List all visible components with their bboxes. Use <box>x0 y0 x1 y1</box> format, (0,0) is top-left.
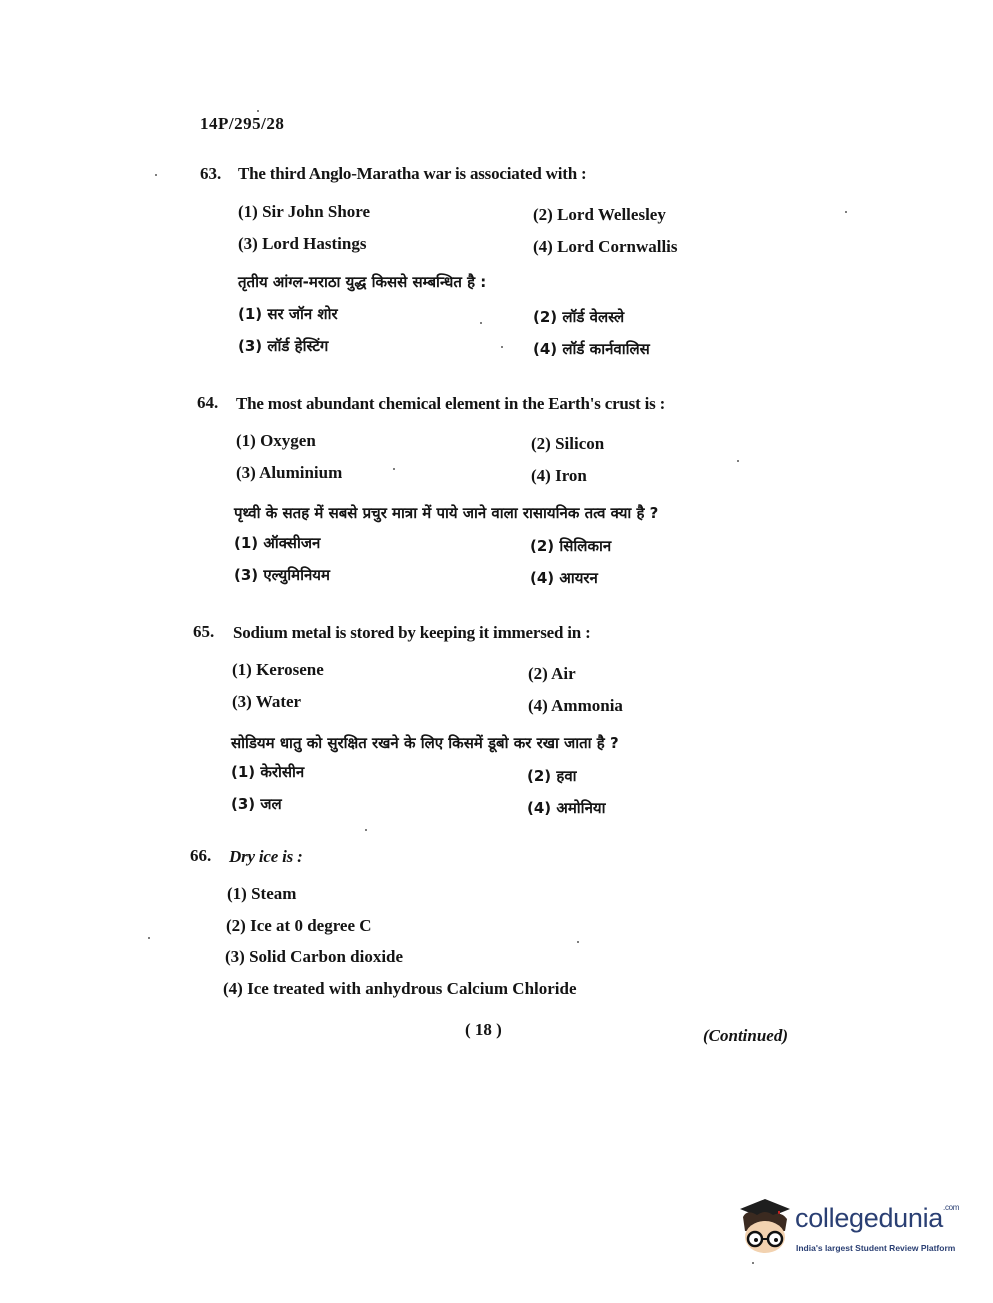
question-65-option-4-en: (4) Ammonia <box>528 696 623 715</box>
question-63-option-1-en: (1) Sir John Shore <box>238 202 371 221</box>
question-64-option-2-hi: (2) सिलिकान <box>530 537 612 555</box>
question-64-option-4-hi: (4) आयरन <box>530 569 598 587</box>
question-65-number: 65. <box>193 622 215 641</box>
question-64-text-en: The most abundant chemical element in the Earth's crust is : <box>236 394 666 413</box>
brand-name-text: collegedunia <box>795 1203 944 1233</box>
question-64-option-2-en: (2) Silicon <box>531 434 605 453</box>
scan-speck <box>365 829 367 831</box>
question-63-option-3-en: (3) Lord Hastings <box>238 234 367 253</box>
question-63-option-3-hi: (3) लॉर्ड हेस्टिंग <box>238 337 329 355</box>
question-63-option-1-hi: (1) सर जॉन शोर <box>238 305 338 323</box>
question-66-option-1-en: (1) Steam <box>227 884 297 903</box>
page-number: ( 18 ) <box>465 1020 502 1039</box>
paper-code: 14P/295/28 <box>200 114 285 133</box>
question-65-option-1-hi: (1) केरोसीन <box>231 763 305 781</box>
question-63-option-4-en: (4) Lord Cornwallis <box>533 237 678 256</box>
scan-speck <box>737 460 739 462</box>
question-63-option-2-en: (2) Lord Wellesley <box>533 205 666 224</box>
question-66-option-3-en: (3) Solid Carbon dioxide <box>225 947 404 966</box>
question-65-option-4-hi: (4) अमोनिया <box>527 799 606 817</box>
continued-label: (Continued) <box>703 1026 789 1045</box>
question-63-number: 63. <box>200 164 222 183</box>
brand-tagline: India's largest Student Review Platform <box>796 1243 956 1253</box>
question-65-text-en: Sodium metal is stored by keeping it immersed in : <box>233 623 591 642</box>
question-64-option-3-en: (3) Aluminium <box>236 463 343 482</box>
question-64-text-hi: पृथ्वी के सतह में सबसे प्रचुर मात्रा में पाये जाने वाला रासायनिक तत्व क्या है ? <box>234 504 659 522</box>
question-63-text-en: The third Anglo-Maratha war is associated with : <box>238 164 587 183</box>
brand-name <box>795 1203 959 1234</box>
question-64-option-4-en: (4) Iron <box>531 466 587 485</box>
question-63-option-4-hi: (4) लॉर्ड कार्नवालिस <box>533 340 650 358</box>
question-66-text-en: Dry ice is : <box>229 847 303 866</box>
question-66-option-4-en: (4) Ice treated with anhydrous Calcium Chloride <box>223 979 577 998</box>
scan-speck <box>148 937 150 939</box>
question-66-number: 66. <box>190 846 212 865</box>
question-65-option-3-hi: (3) जल <box>231 795 282 813</box>
scan-speck <box>480 322 482 324</box>
scan-speck <box>577 941 579 943</box>
question-64-option-1-en: (1) Oxygen <box>236 431 316 450</box>
question-63-option-2-hi: (2) लॉर्ड वेलस्ले <box>533 308 625 326</box>
scan-speck <box>257 110 259 112</box>
question-64-option-1-hi: (1) ऑक्सीजन <box>234 534 321 552</box>
scan-speck <box>155 174 157 176</box>
question-64-number: 64. <box>197 393 219 412</box>
question-65-option-2-hi: (2) हवा <box>527 767 577 785</box>
question-65-option-3-en: (3) Water <box>232 692 302 711</box>
question-65-option-1-en: (1) Kerosene <box>232 660 324 679</box>
scan-speck <box>845 211 847 213</box>
brand-suffix: .com <box>943 1203 960 1212</box>
question-66-option-2-en: (2) Ice at 0 degree C <box>226 916 372 935</box>
scan-speck <box>501 346 503 348</box>
question-65-text-hi: सोडियम धातु को सुरक्षित रखने के लिए किसमें डूबो कर रखा जाता है ? <box>231 734 619 752</box>
scan-speck <box>393 468 395 470</box>
question-64-option-3-hi: (3) एल्युमिनियम <box>234 566 330 584</box>
question-63-text-hi: तृतीय आंग्ल-मराठा युद्ध किससे सम्बन्धित है : <box>238 273 487 291</box>
question-65-option-2-en: (2) Air <box>528 664 576 683</box>
